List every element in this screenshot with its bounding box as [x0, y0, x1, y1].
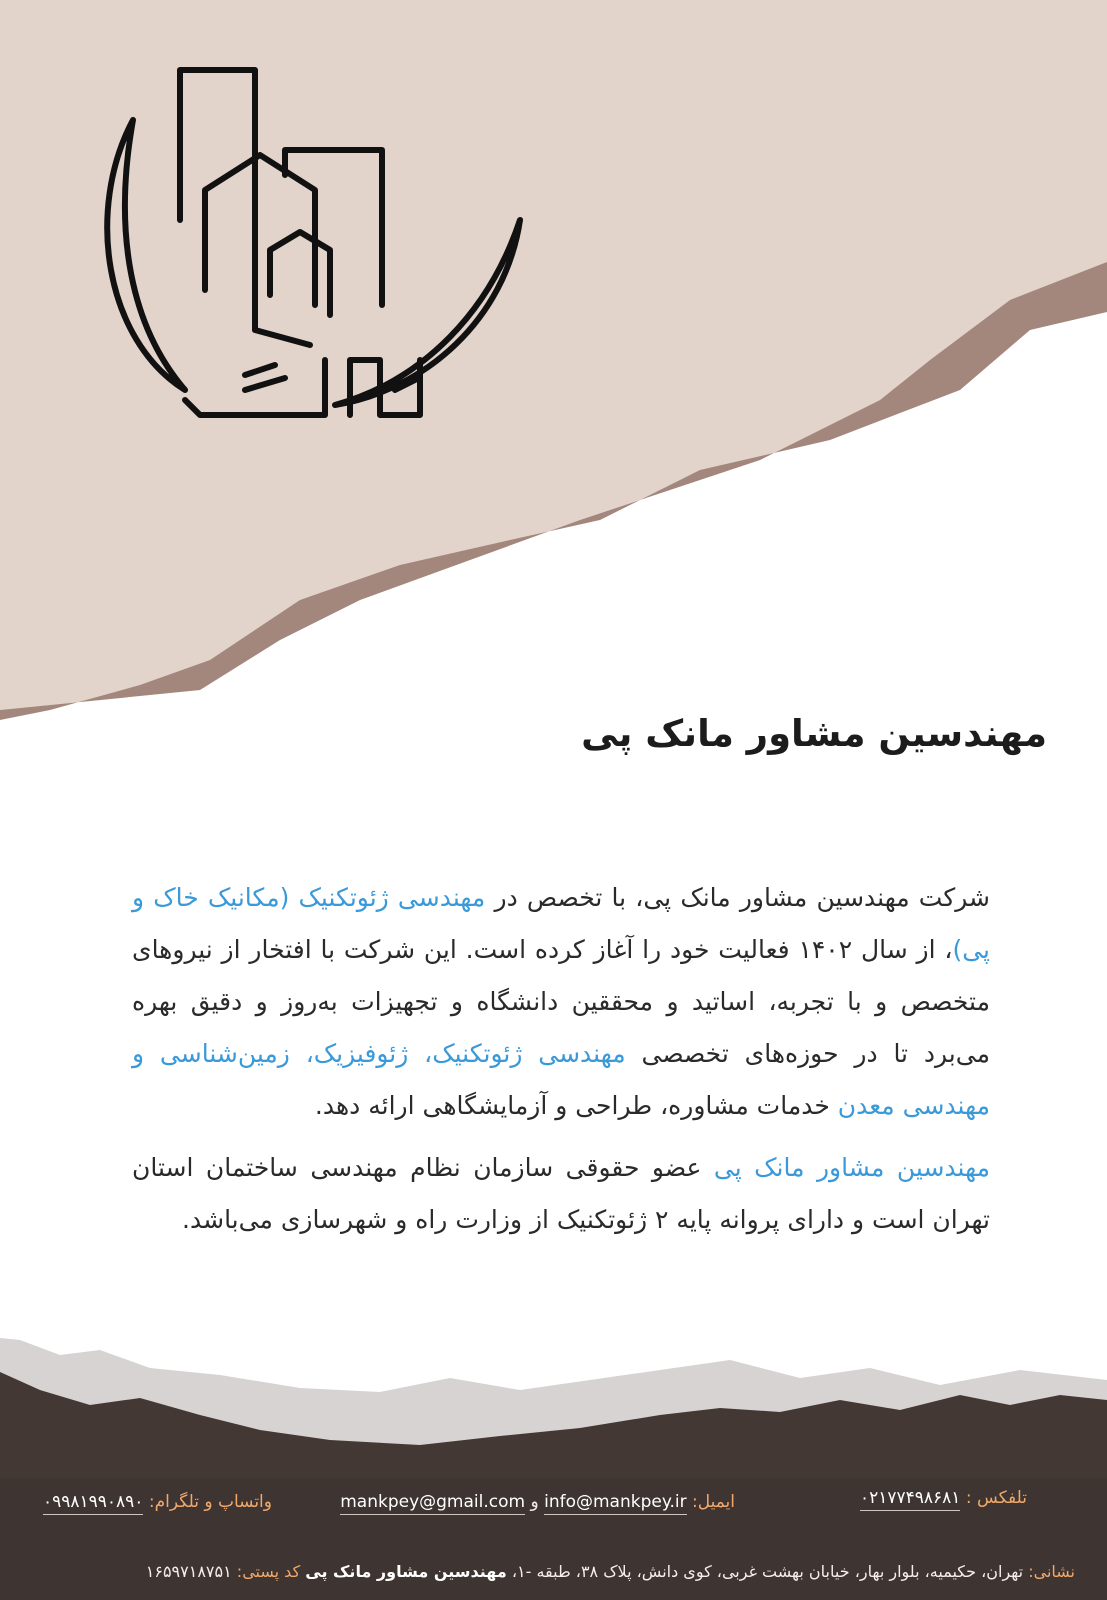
postal-value: ۱۶۵۹۷۱۸۷۵۱: [145, 1562, 232, 1581]
address-company: مهندسین مشاور مانک پی: [305, 1562, 507, 1581]
footer-address: [0, 1562, 1075, 1581]
email-join: و: [530, 1492, 539, 1512]
link-company-name[interactable]: مهندسین مشاور مانک پی: [713, 1153, 990, 1182]
page-title: مهندسین مشاور مانک پی: [581, 712, 1047, 755]
company-description: [132, 872, 990, 1256]
link-geotechnical-engineering[interactable]: مهندسی ژئوتکنیک (مکانیک خاک و پی): [132, 883, 990, 964]
link-specialty-fields[interactable]: مهندسی ژئوتکنیک، ژئوفیزیک، زمین‌شناسی و مهندسی معدن: [132, 1039, 990, 1120]
address-text: تهران، حکیمیه، بلوار بهار، خیابان بهشت غربی، کوی دانش، پلاک ۳۸، طبقه -۱،: [511, 1562, 1024, 1581]
intro-text-2: ، از سال ۱۴۰۲ فعالیت خود را آغاز کرده است. این شرکت با افتخار از نیروهای متخصص و با تجربه، اساتید و محققین دانشگاه و تجهیزات به‌روز و دقیق بهره می‌برد تا در حوزه‌های تخصصی: [132, 935, 990, 1068]
email-label: ایمیل:: [691, 1492, 735, 1512]
telefax-value[interactable]: ۰۲۱۷۷۴۹۸۶۸۱: [860, 1488, 960, 1511]
whatsapp-label: واتساپ و تلگرام:: [148, 1492, 272, 1512]
footer-email: [340, 1492, 735, 1512]
intro-text-1: شرکت مهندسین مشاور مانک پی، با تخصص در: [485, 883, 991, 912]
footer-whatsapp: [43, 1492, 272, 1512]
membership-text: عضو حقوقی سازمان نظام مهندسی ساختمان استان تهران است و دارای پروانه پایه ۲ ژئوتکنیک از وزارت راه و شهرسازی می‌باشد.: [132, 1153, 990, 1234]
email-link-info[interactable]: info@mankpey.ir: [544, 1492, 686, 1515]
paragraph-intro: [132, 872, 990, 1132]
mankpey-building-logo-icon: [95, 60, 535, 440]
whatsapp-value[interactable]: ۰۹۹۸۱۹۹۰۸۹۰: [43, 1492, 143, 1515]
telefax-label: تلفکس :: [965, 1488, 1027, 1508]
address-label: نشانی:: [1028, 1562, 1075, 1581]
footer-telefax: [860, 1488, 1027, 1508]
intro-text-3: خدمات مشاوره، طراحی و آزمایشگاهی ارائه دهد.: [314, 1091, 838, 1120]
postal-label: کد پستی:: [236, 1562, 301, 1581]
paragraph-membership: [132, 1142, 990, 1246]
email-link-gmail[interactable]: mankpey@gmail.com: [340, 1492, 525, 1515]
